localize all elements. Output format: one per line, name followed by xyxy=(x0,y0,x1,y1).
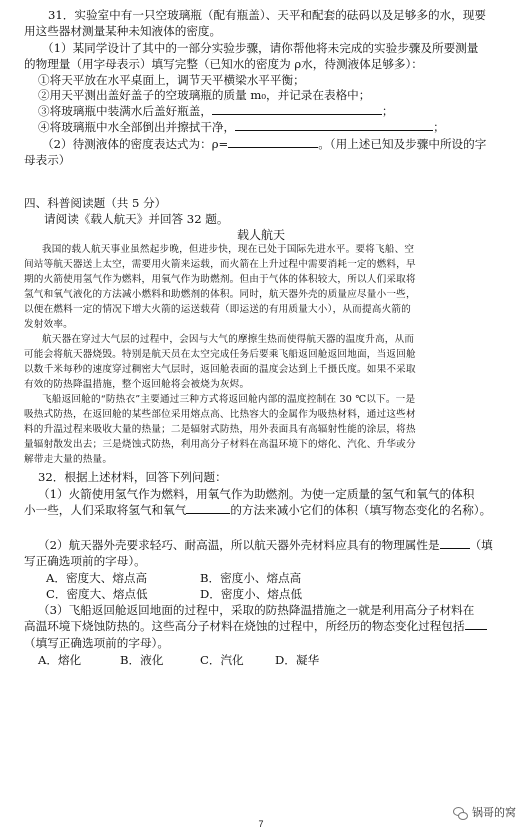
q31-step3-blank[interactable] xyxy=(212,104,382,115)
page-number: 7 xyxy=(258,819,264,829)
q32-sub3-line-3: （填写正确选项前的字母）。 xyxy=(24,636,169,650)
article-p3-line-5: 解带走大量的热量。 xyxy=(24,454,113,465)
q31-step4-blank[interactable] xyxy=(235,120,433,131)
q31-line-1: 31．实验室中有一只空玻璃瓶（配有瓶盖）、天平和配套的砝码以及足够多的水，现要 xyxy=(48,8,486,22)
q32-sub2-option-c: C．密度大、熔点低 xyxy=(46,587,148,601)
article-title: 载人航天 xyxy=(236,228,285,242)
q31-part2-line-2: 母表示） xyxy=(24,153,71,167)
article-p1-line-2: 间站等航天器送上太空，需要用火箭来运载，而火箭在上升过程中需要消耗一定的燃料，早 xyxy=(24,259,416,270)
q32-sub2-blank[interactable] xyxy=(440,538,470,549)
wechat-icon xyxy=(453,805,468,820)
q32-sub2-option-a: A．密度大、熔点高 xyxy=(46,571,148,585)
article-p2-line-2: 可能会将航天器烧毁。特别是航天员在太空完成任务后要乘飞船返回舱返回地面，当返回舱 xyxy=(24,349,416,360)
q31-part1-line-2: 的物理量（用字母表示）填写完整（已知水的密度为 ρ水，待测液体足够多）： xyxy=(24,57,423,71)
article-p1-line-5: 以便在燃料一定的情况下增大火箭的运送载荷（即运送的有用质量大小），从而提高火箭的 xyxy=(24,304,411,315)
q32-sub1-line-2: 小一些，人们采取将氢气和氧气 的方法来减小它们的体积（填写物态变化的名称）。 xyxy=(24,503,492,517)
watermark xyxy=(453,804,516,820)
article-p1-line-6: 发射效率。 xyxy=(24,319,73,330)
q32-sub2-option-b: B．密度小、熔点高 xyxy=(200,571,302,585)
q32-sub3-line-1: （3）飞船返回舱返回地面的过程中，采取的防热降温措施之一就是利用高分子材料在 xyxy=(38,603,475,617)
q32-sub2-line-1: （2）航天器外壳要求轻巧、耐高温，所以航天器外壳材料应具有的物理属性是 （填 xyxy=(38,538,493,552)
q32-sub3-blank[interactable] xyxy=(465,619,487,630)
article-p1-line-4: 氢气和氧气液化的方法减小燃料和助燃剂的体积。同时，航天器外壳的质量应尽量小一些， xyxy=(24,289,416,300)
q32-sub3-line-2: 高温环境下烧蚀防热的。这些高分子材料在烧蚀的过程中，所经历的物态变化过程包括 xyxy=(24,619,487,633)
q32-sub3-option-a: A．熔化 xyxy=(38,653,82,667)
q31-step-4: ④将玻璃瓶中水全部倒出并擦拭干净， ； xyxy=(38,120,445,134)
q31-step-2: ②用天平测出盖好盖子的空玻璃瓶的质量 m₀，并记录在表格中； xyxy=(38,88,371,102)
q31-part2-line-1: （2）待测液体的密度表达式为：ρ= 。（用上述已知及步骤中所设的字 xyxy=(42,137,487,151)
section4-intro: 请阅读《载人航天》并回答 32 题。 xyxy=(44,212,229,226)
article-p2-line-3: 以数千米每秒的速度穿过稠密大气层时，返回舱表面的温度会达到上千摄氏度。如果不采取 xyxy=(24,364,416,375)
q31-part1-line-1: （1）某同学设计了其中的一部分实验步骤，请你帮他将未完成的实验步骤及所要测量 xyxy=(42,41,479,55)
q32-sub2-option-d: D．密度小、熔点低 xyxy=(200,587,303,601)
article-p3-line-1: 飞船返回舱的“防热衣”主要通过三种方式将返回舱内部的温度控制在 30 ℃以下。一是 xyxy=(42,394,416,405)
q32-sub2-line-2: 写正确选项前的字母）。 xyxy=(24,554,146,568)
q31-step-3: ③将玻璃瓶中装满水后盖好瓶盖， ； xyxy=(38,104,394,118)
q32-sub1-blank[interactable] xyxy=(186,503,230,514)
article-p2-line-1: 航天器在穿过大气层的过程中，会因与大气的摩擦生热而使得航天器的温度升高，从而 xyxy=(42,334,415,345)
article-p2-line-4: 有效的防热降温措施，整个返回舱将会被烧为灰烬。 xyxy=(24,379,250,390)
article-p1-line-1: 我国的载人航天事业虽然起步晚，但进步快，现在已处于国际先进水平。要将飞船、空 xyxy=(42,244,415,255)
q32-sub3-option-d: D．凝华 xyxy=(275,653,320,667)
article-p3-line-4: 量辐射散发出去；三是烧蚀式防热，利用高分子材料在高温环境下的熔化、汽化、升华或分 xyxy=(24,439,416,450)
q31-density-blank[interactable] xyxy=(228,137,318,148)
q32-sub3-option-c: C．汽化 xyxy=(200,653,244,667)
q31-line-2: 用这些器材测量某种未知液体的密度。 xyxy=(24,24,222,38)
article-p1-line-3: 期的火箭使用氢气作为燃料，用氧气作为助燃剂。但由于气体的体积较大，所以人们采取将 xyxy=(24,274,416,285)
article-p3-line-3: 料的升温过程来吸收大量的热量；二是辐射式防热，用外表面具有高辐射性能的涂层，将热 xyxy=(24,424,416,435)
q32-sub3-option-b: B．液化 xyxy=(120,653,164,667)
q31-step-1: ①将天平放在水平桌面上，调节天平横梁水平平衡； xyxy=(38,73,305,87)
q32-intro: 32．根据上述材料，回答下列问题： xyxy=(38,470,227,484)
watermark-text: 锅哥的窝 xyxy=(472,806,516,819)
section4-heading: 四、科普阅读题（共 5 分） xyxy=(24,196,167,210)
q32-sub1-line-1: （1）火箭使用氢气作为燃料，用氧气作为助燃剂。为使一定质量的氢气和氧气的体积 xyxy=(38,487,475,501)
article-p3-line-2: 吸热式防热，在返回舱的某些部位采用熔点高、比热容大的金属作为吸热材料，通过这些材 xyxy=(24,409,416,420)
